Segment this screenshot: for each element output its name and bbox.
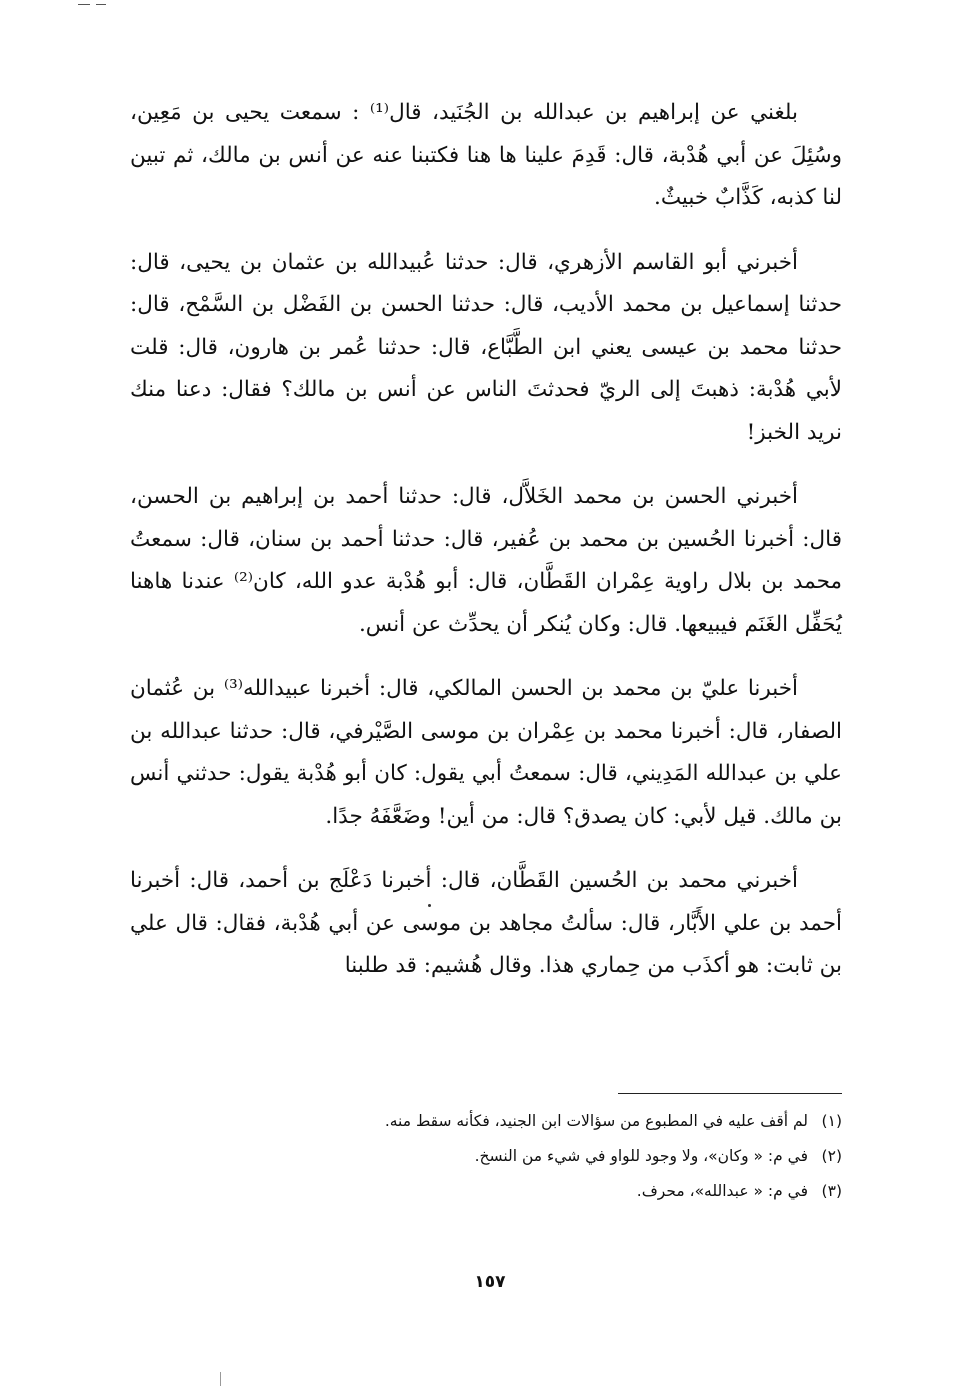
paragraph-4: أخبرنا عليّ بن محمد بن الحسن المالكي، قال: أخبرنا عبيدالله⁽³⁾ بن عُثمان الصفار، قال: أخبرنا محمد بن عِمْران بن موسى الصَّيْرفي، قال: حدثنا عبدالله بن علي بن عبدالله المَدِيني، قال: سمعتُ أبي يقول: كان أبو هُدْبة يقول: حدثني أنس بن مالك. قيل لأبي: كان يصدق؟ قال: من أين! وضَعَّفَهُ جدًا. <box>130 676 842 829</box>
paragraph-3: أخبرني الحسن بن محمد الخَلاَّل، قال: حدثنا أحمد بن إبراهيم بن الحسن، قال: أخبرنا الحُسين بن محمد بن عُفير، قال: حدثنا أحمد بن سنان، قال: سمعتُ محمد بن بلال راوية عِمْران القَطَّان، قال: أبو هُدْبة عدو الله، كان⁽²⁾ عندنا هاهنا يُحَفِّل الغَنَم فيبيعها. قال: وكان يُنكر أن يحدِّث عن أنس. <box>130 484 843 637</box>
footnote-number: (٣) <box>821 1182 842 1200</box>
footnote-text: في م: « عبدالله»، محرف. <box>636 1182 808 1200</box>
footnote-text: لم أقف عليه في المطبوع من سؤالات ابن الجنيد، فكأنه سقط منه. <box>384 1112 808 1130</box>
top-corner-marks <box>78 4 118 8</box>
footnote-text: في م: « وكان»، ولا وجود للواو في شيء من النسخ. <box>474 1147 808 1165</box>
footnote-number: (٢) <box>821 1147 842 1165</box>
footnote-separator <box>618 1093 842 1094</box>
paragraph-5: أخبرني محمد بن الحُسين القَطَّان، قال: أخبرنا دَعْلَج بن أحمد، قال: أخبرنا أحمد بن علي الأَبَّار، قال: سألتُ مجاهد بن موسى عن أبي هُدْبة، فقال: قال علي بن ثابت: هو أكذَب من حِماري هذا. وقال هُشيم: قد طلبنا <box>130 868 842 978</box>
footnote-number: (١) <box>821 1112 842 1130</box>
main-text-block <box>130 92 842 1010</box>
page-number: ١٥٧ <box>474 1272 506 1292</box>
paragraph-2: أخبرني أبو القاسم الأزهري، قال: حدثنا عُبيدالله بن عثمان بن يحيى، قال: حدثنا إسماعيل بن محمد الأديب، قال: حدثنا الحسن بن الفَضْل بن السَّمْح، قال: حدثنا محمد بن عيسى يعني ابن الطَّبَّاع، قال: حدثنا عُمر بن هارون، قال: قلت لأبي هُدْبة: ذهبتَ إلى الريّ فحدثتَ الناس عن أنس بن مالك؟ فقال: دعنا منك نريد الخبز! <box>130 249 842 445</box>
footnote-2 <box>130 1139 842 1174</box>
scan-edge-mark <box>220 1372 221 1386</box>
scan-speck <box>428 904 431 907</box>
footnote-3 <box>130 1174 842 1209</box>
paragraph-1: بلغني عن إبراهيم بن عبدالله بن الجُنَيد، قال⁽¹⁾ : سمعت يحيى بن مَعِين، وسُئِلَ عن أبي هُدْبة، قال: قَدِمَ علينا ها هنا فكتبنا عنه عن أنس بن مالك، ثم تبين لنا كذبه، كَذَّابٌ خبيثٌ. <box>130 100 842 210</box>
footnotes-block <box>130 1104 842 1209</box>
footnote-1 <box>130 1104 842 1139</box>
